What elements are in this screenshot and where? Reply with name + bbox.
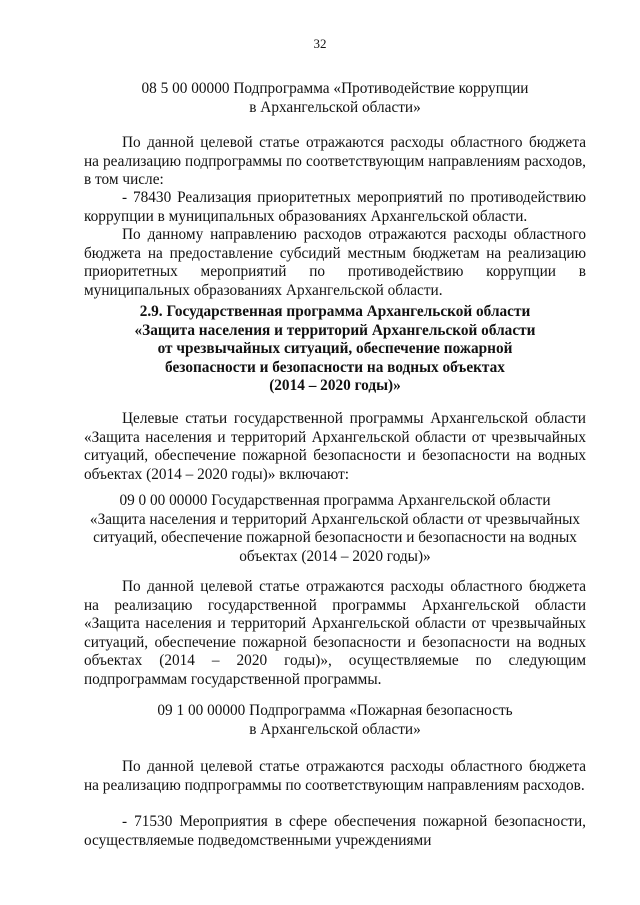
paragraph-line: муниципальных образованиях Архангельской области. xyxy=(84,281,443,299)
heading-line: «Защита населения и территорий Архангельской области от чрезвычайных xyxy=(89,510,581,528)
paragraph-line: По данному направлению расходов отражаются расходы областного xyxy=(122,226,586,243)
heading-line: объектах (2014 – 2020 годы)» xyxy=(239,547,431,565)
section-title-line: (2014 – 2020 годы)» xyxy=(269,377,401,394)
paragraph-program-expenses: По данной целевой статье отражаются расходы областного бюджета на реализацию государственной программы Архангельской области «Защита населения и территорий Архангельской области от чрезвычайных ситуаций, обеспечение пожарной безопасности и безопасности на водных объектах (2014 – 2020 годы)», осуществляемые по следующим подпрограммам государственной программы. xyxy=(84,578,586,688)
subprogram-heading-anticorruption xyxy=(84,80,586,117)
heading-line: 09 0 00 00000 Государственная программа Архангельской области xyxy=(119,492,551,509)
list-item-78430: - 78430 Реализация приоритетных мероприятий по противодействию коррупции в муниципальных образованиях Архангельской области. xyxy=(84,189,586,225)
paragraph-line: бюджета на предоставление субсидий местным бюджетам на реализацию xyxy=(84,244,586,262)
subprogram-heading-fire-safety xyxy=(84,702,586,739)
program-heading xyxy=(84,492,586,566)
paragraph-subprogram-expenses: По данной целевой статье отражаются расходы областного бюджета на реализацию подпрограммы по соответствующим направлениям расходов. xyxy=(84,758,586,794)
paragraph-expenses-intro: По данной целевой статье отражаются расходы областного бюджета на реализацию подпрограммы по соответствующим направлениям расходов, в том числе: xyxy=(84,134,586,188)
heading-line: в Архангельской области» xyxy=(249,98,421,116)
list-item-71530: - 71530 Мероприятия в сфере обеспечения пожарной безопасности, осуществляемые подведомственными учреждениями xyxy=(84,813,586,849)
heading-line: 09 1 00 00000 Подпрограмма «Пожарная безопасность xyxy=(157,702,513,719)
paragraph-subsidies xyxy=(84,226,586,300)
paragraph-line: приоритетных мероприятий по противодействию коррупции в xyxy=(84,263,586,280)
heading-line: ситуаций, обеспечение пожарной безопасности и безопасности на водных xyxy=(93,529,577,546)
section-title-line: безопасности и безопасности на водных объектах xyxy=(165,358,505,376)
section-title xyxy=(84,303,586,396)
section-title-line: 2.9. Государственная программа Архангельской области xyxy=(139,303,531,320)
paragraph-target-articles: Целевые статьи государственной программы Архангельской области «Защита населения и территорий Архангельской области от чрезвычайных ситуаций, обеспечение пожарной безопасности и безопасности на водных объектах (2014 – 2020 годы)» включают: xyxy=(84,410,586,483)
heading-line: в Архангельской области» xyxy=(249,720,421,738)
page-number: 32 xyxy=(313,36,327,51)
section-title-line: «Защита населения и территорий Архангельской области xyxy=(134,321,536,339)
heading-line: 08 5 00 00000 Подпрограмма «Противодействие коррупции xyxy=(141,80,529,97)
section-title-line: от чрезвычайных ситуаций, обеспечение пожарной xyxy=(157,340,513,357)
